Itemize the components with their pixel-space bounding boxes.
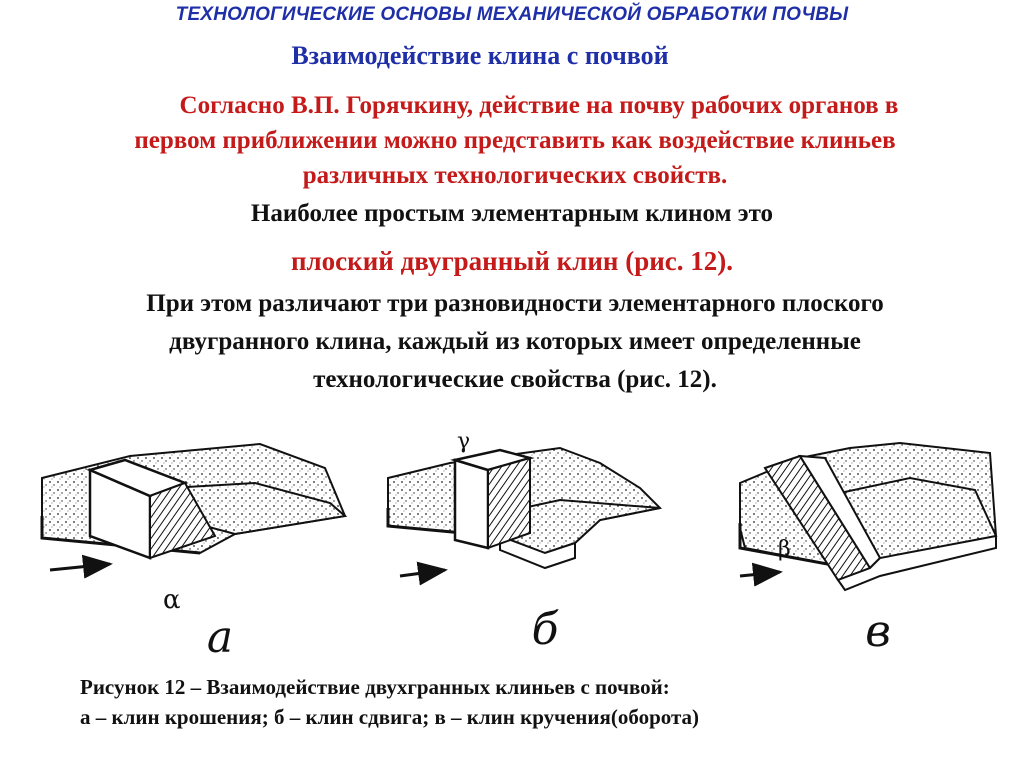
red-paragraph-line-3: различных технологических свойств. (302, 162, 728, 189)
slide-subtitle: Взаимодействие клина с почвой (291, 41, 669, 70)
red-paragraph-line-2: первом приближении можно представить как воздействие клиньев (134, 127, 896, 154)
wedge-panel-b (388, 429, 660, 576)
simple-wedge-intro: Наиболее простым элементарным клином это (250, 200, 774, 227)
panel-b-label: б (531, 604, 559, 655)
panel-a-angle-label: α (163, 585, 181, 615)
black-paragraph (20, 285, 1010, 399)
figure-caption (80, 672, 980, 732)
panel-b-angle-label: γ (457, 429, 471, 454)
panel-a-label: а (206, 612, 234, 663)
red-paragraph (20, 88, 1010, 193)
figure-caption-line-2: а – клин крошения; б – клин сдвига; в – клин кручения(оборота) (80, 705, 700, 729)
panel-c-angle-label: β (778, 537, 791, 562)
wedge-panel-a (42, 444, 345, 615)
black-paragraph-line-1: При этом различают три разновидности элементарного плоского (146, 290, 884, 317)
slide-header: ТЕХНОЛОГИЧЕСКИЕ ОСНОВЫ МЕХАНИЧЕСКОЙ ОБРАБОТКИ ПОЧВЫ (175, 4, 849, 25)
panel-c-label: в (865, 606, 891, 657)
figure-caption-line-1: Рисунок 12 – Взаимодействие двухгранных клиньев с почвой: (80, 675, 670, 699)
red-paragraph-line-1: Согласно В.П. Горячкину, действие на почву рабочих органов в (179, 92, 899, 119)
black-paragraph-line-3: технологические свойства (рис. 12). (313, 366, 717, 393)
black-paragraph-line-2: двугранного клина, каждый из которых имеет определенные (169, 328, 861, 355)
wedge-panel-c (740, 443, 996, 590)
flat-wedge-term: плоский двугранный клин (рис. 12). (290, 246, 734, 276)
